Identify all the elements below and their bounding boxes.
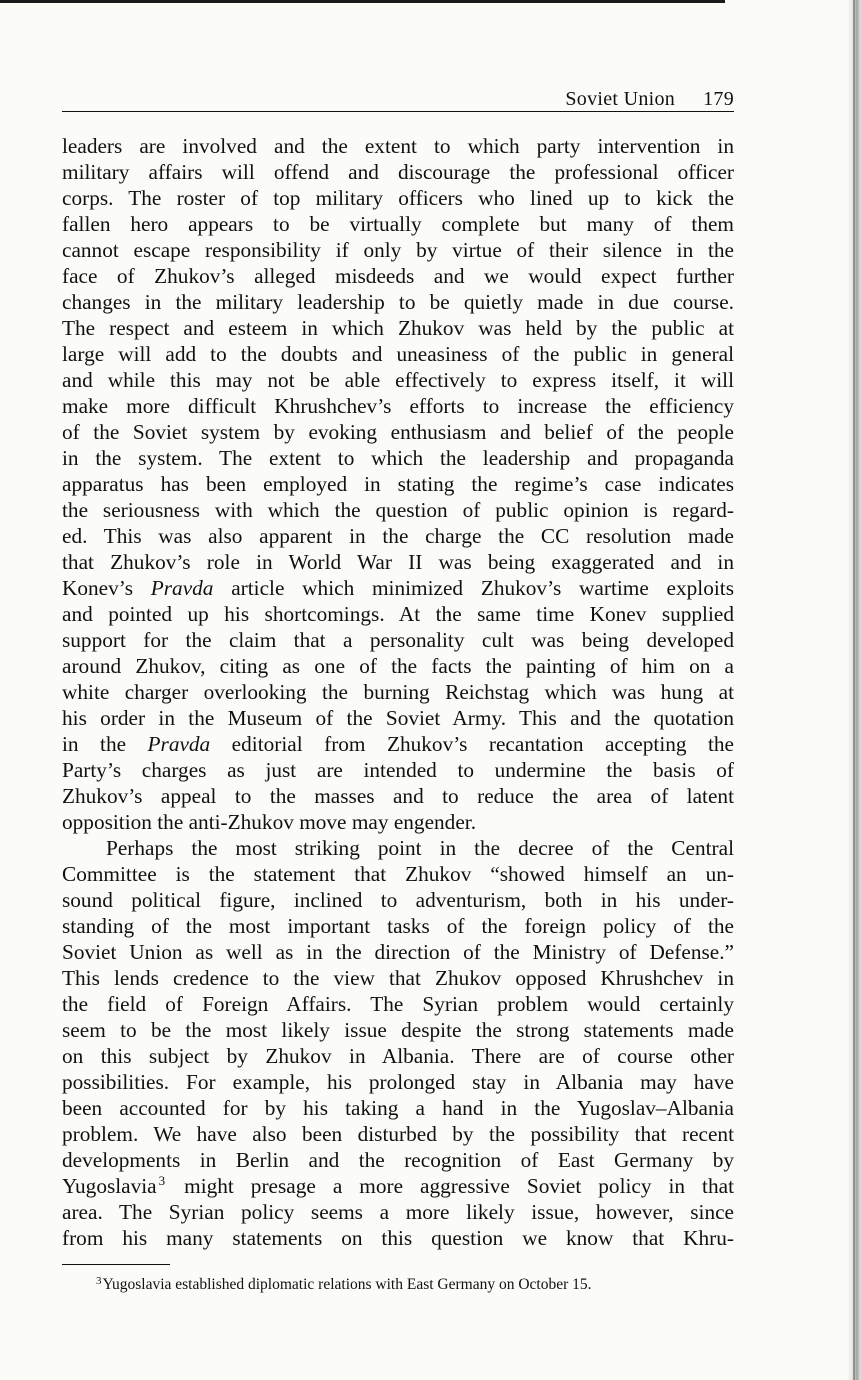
text-line: large will add to the doubts and uneasiness of the public in general bbox=[62, 342, 734, 366]
top-scan-rule bbox=[0, 0, 725, 3]
text-line: make more difficult Khrushchev’s efforts to increase the efficiency bbox=[62, 394, 734, 418]
text-line: support for the claim that a personality cult was being developed bbox=[62, 628, 734, 652]
italic-title: Pravda bbox=[150, 576, 214, 600]
text-line: and pointed up his shortcomings. At the same time Konev supplied bbox=[62, 602, 734, 626]
text-line: white charger overlooking the burning Reichstag which was hung at bbox=[62, 680, 734, 704]
footnote-reference: 3 bbox=[158, 1173, 166, 1188]
text-line: the seriousness with which the question of public opinion is regard- bbox=[62, 498, 734, 522]
text-segment: editorial from Zhukov’s recantation accepting the bbox=[210, 732, 735, 756]
footnote-rule bbox=[62, 1264, 170, 1265]
text-line: possibilities. For example, his prolonged stay in Albania may have bbox=[62, 1070, 734, 1094]
text-line: problem. We have also been disturbed by the possibility that recent bbox=[62, 1122, 734, 1146]
text-line: standing of the most important tasks of the foreign policy of the bbox=[62, 914, 734, 938]
text-line bbox=[62, 1173, 734, 1199]
footnote-text: Yugoslavia established diplomatic relations with East Germany on October 15. bbox=[102, 1276, 592, 1293]
italic-title: Pravda bbox=[147, 732, 211, 756]
page-number: 179 bbox=[703, 88, 734, 110]
text-line: ed. This was also apparent in the charge the CC resolution made bbox=[62, 524, 734, 548]
text-segment: article which minimized Zhukov’s wartime exploits bbox=[213, 576, 734, 600]
text-line: leaders are involved and the extent to which party intervention in bbox=[62, 134, 734, 158]
text-line: opposition the anti-Zhukov move may engender. bbox=[62, 810, 477, 834]
text-line: that Zhukov’s role in World War II was being exaggerated and in bbox=[62, 550, 734, 574]
text-segment: Yugoslavia bbox=[62, 1174, 157, 1198]
text-line: on this subject by Zhukov in Albania. There are of course other bbox=[62, 1044, 734, 1068]
text-line: apparatus has been employed in stating the regime’s case indicates bbox=[62, 472, 734, 496]
text-line: Committee is the statement that Zhukov “showed himself an un- bbox=[62, 862, 734, 886]
text-line bbox=[62, 731, 734, 757]
text-line: from his many statements on this question we know that Khru- bbox=[62, 1226, 734, 1250]
text-segment: in the bbox=[62, 732, 148, 756]
text-line: changes in the military leadership to be quietly made in due course. bbox=[62, 290, 734, 314]
running-header bbox=[62, 86, 734, 112]
text-line: face of Zhukov’s alleged misdeeds and we would expect further bbox=[62, 264, 734, 288]
text-line: corps. The roster of top military officers who lined up to kick the bbox=[62, 186, 734, 210]
body-text bbox=[62, 133, 734, 1251]
text-line: in the system. The extent to which the leadership and propaganda bbox=[62, 446, 734, 470]
text-line: Soviet Union as well as in the direction of the Ministry of Defense.” bbox=[62, 940, 734, 964]
text-line: seem to be the most likely issue despite the strong statements made bbox=[62, 1018, 734, 1042]
text-line: military affairs will offend and discourage the professional officer bbox=[62, 160, 734, 184]
text-segment: Konev’s bbox=[62, 576, 151, 600]
page-edge-line bbox=[853, 0, 855, 1380]
footnote bbox=[96, 1275, 592, 1295]
text-line: his order in the Museum of the Soviet Army. This and the quotation bbox=[62, 706, 734, 730]
text-line: sound political figure, inclined to adventurism, both in his under- bbox=[62, 888, 734, 912]
text-line: Perhaps the most striking point in the decree of the Central bbox=[106, 836, 734, 860]
text-line: of the Soviet system by evoking enthusiasm and belief of the people bbox=[62, 420, 734, 444]
text-line: developments in Berlin and the recognition of East Germany by bbox=[62, 1148, 734, 1172]
text-line: area. The Syrian policy seems a more likely issue, however, since bbox=[62, 1200, 734, 1224]
text-line: cannot escape responsibility if only by virtue of their silence in the bbox=[62, 238, 734, 262]
text-line: Party’s charges as just are intended to undermine the basis of bbox=[62, 758, 734, 782]
text-line: fallen hero appears to be virtually complete but many of them bbox=[62, 212, 734, 236]
text-line: and while this may not be able effectively to express itself, it will bbox=[62, 368, 734, 392]
text-line bbox=[62, 575, 734, 601]
text-line: The respect and esteem in which Zhukov was held by the public at bbox=[62, 316, 734, 340]
text-line: around Zhukov, citing as one of the facts the painting of him on a bbox=[62, 654, 734, 678]
running-title: Soviet Union bbox=[565, 88, 676, 110]
running-head bbox=[565, 86, 734, 112]
header-rule bbox=[62, 111, 734, 112]
text-line: been accounted for by his taking a hand in the Yugoslav–Albania bbox=[62, 1096, 734, 1120]
text-line: This lends credence to the view that Zhukov opposed Khrushchev in bbox=[62, 966, 734, 990]
text-line: the field of Foreign Affairs. The Syrian problem would certainly bbox=[62, 992, 734, 1016]
text-line: Zhukov’s appeal to the masses and to reduce the area of latent bbox=[62, 784, 734, 808]
text-segment: might presage a more aggressive Soviet policy in that bbox=[167, 1174, 734, 1198]
footnote-marker: 3 bbox=[96, 1275, 102, 1287]
